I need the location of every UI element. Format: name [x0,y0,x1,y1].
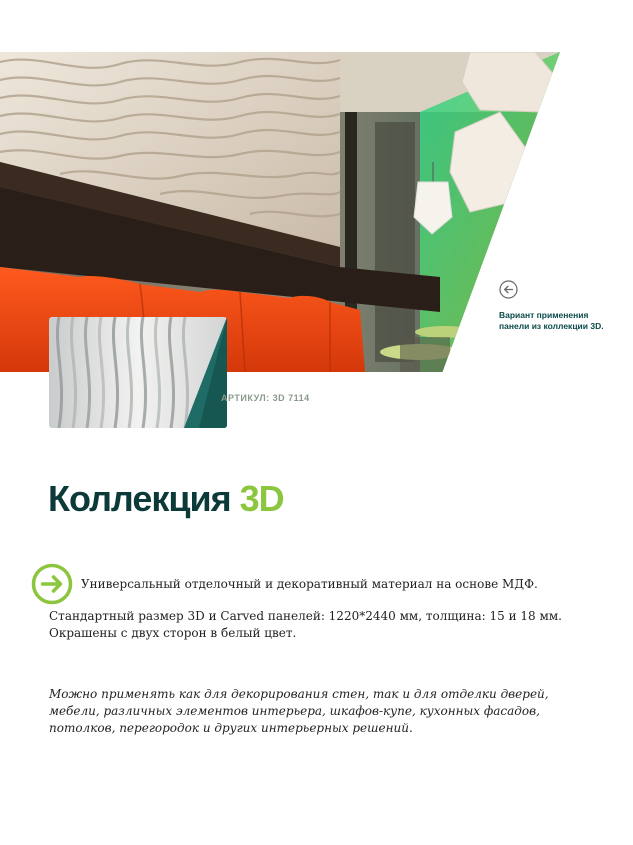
photo-caption: Вариант применения панели из коллекции 3D. [499,310,604,331]
spec-color-line: Окрашены с двух сторон в белый цвет. [49,626,297,640]
panel-sample-image [49,317,227,428]
spec-paragraph [49,608,562,642]
intro-text: Универсальный отделочный и декоративный материал на основе МДФ. [81,577,538,591]
collection-title [48,478,284,520]
title-main: Коллекция [48,478,231,519]
arrow-right-circle-icon [30,562,74,606]
title-accent: 3D [239,478,284,519]
arrow-left-circle-icon [499,280,518,299]
wave-panel-illustration [49,317,227,428]
pendant-lamp [450,52,560,212]
usage-paragraph: Можно применять как для декорирования стен, так и для отделки дверей, мебели, различных элементов интерьера, шкафов-купе, кухонных фасадов, потолков, перегородок и других интерьерных решений. [49,687,549,735]
spec-size-line: Стандартный размер 3D и Carved панелей: 1220*2440 мм, толщина: 15 и 18 мм. [49,609,562,623]
article-number: АРТИКУЛ: 3D 7114 [221,393,310,403]
